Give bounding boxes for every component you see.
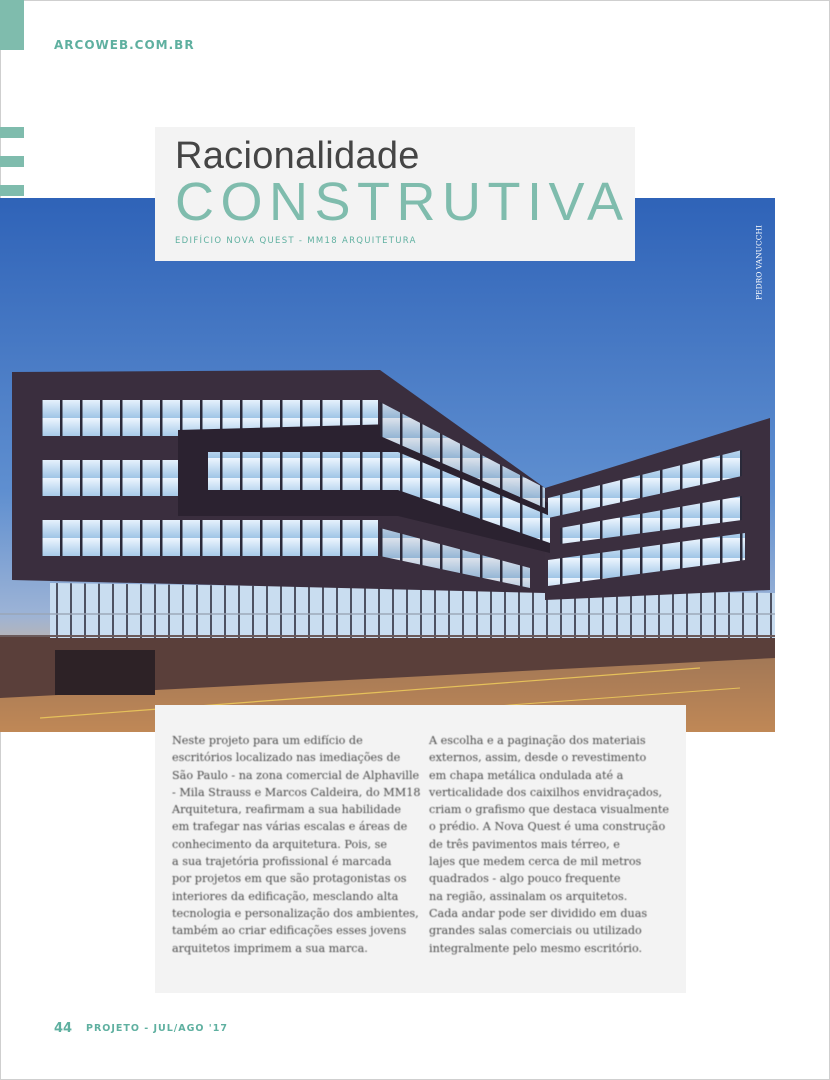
- building-photo: [0, 198, 775, 732]
- photo-credit: [752, 220, 766, 310]
- body-line: de três pavimentos mais térreo, e: [429, 837, 620, 851]
- body-line: A escolha e a paginação dos materiais: [429, 734, 646, 747]
- edge-bar: [0, 156, 24, 167]
- edge-bar: [0, 127, 24, 138]
- body-column-1: [172, 732, 421, 957]
- body-line: grandes salas comerciais ou utilizado: [429, 924, 642, 938]
- body-line: tecnologia e personalização dos ambientes,: [172, 906, 419, 920]
- body-line: conhecimento da arquitetura. Pois, se: [172, 837, 387, 851]
- page-number: 44: [54, 1021, 73, 1036]
- body-line: verticalidade dos caixilhos envidraçados,: [429, 785, 663, 799]
- body-line: também ao criar edificações esses jovens: [172, 924, 407, 938]
- body-line: por projetos em que são protagonistas os: [172, 872, 407, 886]
- body-text-box: [155, 705, 686, 993]
- body-line: integralmente pelo mesmo escritório.: [429, 941, 643, 955]
- body-line: Cada andar pode ser dividido em duas: [429, 906, 648, 920]
- body-line: Arquitetura, reafirmam a sua habilidade: [172, 803, 401, 817]
- title-box: [155, 127, 635, 261]
- article-subtitle: EDIFÍCIO NOVA QUEST - MM18 ARQUITETURA: [175, 236, 417, 246]
- body-line: São Paulo - na zona comercial de Alphaville: [172, 768, 420, 782]
- body-line: em trafegar nas várias escalas e áreas de: [172, 820, 408, 834]
- body-line: Neste projeto para um edifício de: [172, 734, 363, 747]
- body-line: arquitetos imprimem a sua marca.: [172, 941, 368, 955]
- body-line: - Mila Strauss e Marcos Caldeira, do MM18: [172, 785, 421, 799]
- body-line: o prédio. A Nova Quest é uma construção: [429, 820, 666, 834]
- body-line: a sua trajetória profissional é marcada: [172, 855, 392, 869]
- issue-label: PROJETO - JUL/AGO '17: [86, 1023, 228, 1034]
- article-title-line-2: CONSTRUTIVA: [175, 172, 630, 232]
- body-line: interiores da edificação, mesclando alta: [172, 889, 399, 903]
- body-line: quadrados - algo pouco frequente: [429, 872, 621, 886]
- edge-bar: [0, 185, 24, 196]
- edge-tab: [0, 0, 24, 50]
- body-line: criam o grafismo que destaca visualmente: [429, 803, 669, 817]
- photo-credit-text: PEDRO VANUCCHI: [754, 225, 764, 300]
- article-title-line-1: Racionalidade: [175, 135, 420, 177]
- site-url: ARCOWEB.COM.BR: [54, 38, 195, 52]
- body-line: escritórios localizado nas imediações de: [172, 751, 401, 765]
- body-line: lajes que medem cerca de mil metros: [429, 855, 642, 869]
- body-column-2: [429, 732, 669, 957]
- body-line: externos, assim, desde o revestimento: [429, 751, 647, 765]
- body-line: na região, assinalam os arquitetos.: [429, 889, 628, 903]
- body-line: em chapa metálica ondulada até a: [429, 768, 624, 782]
